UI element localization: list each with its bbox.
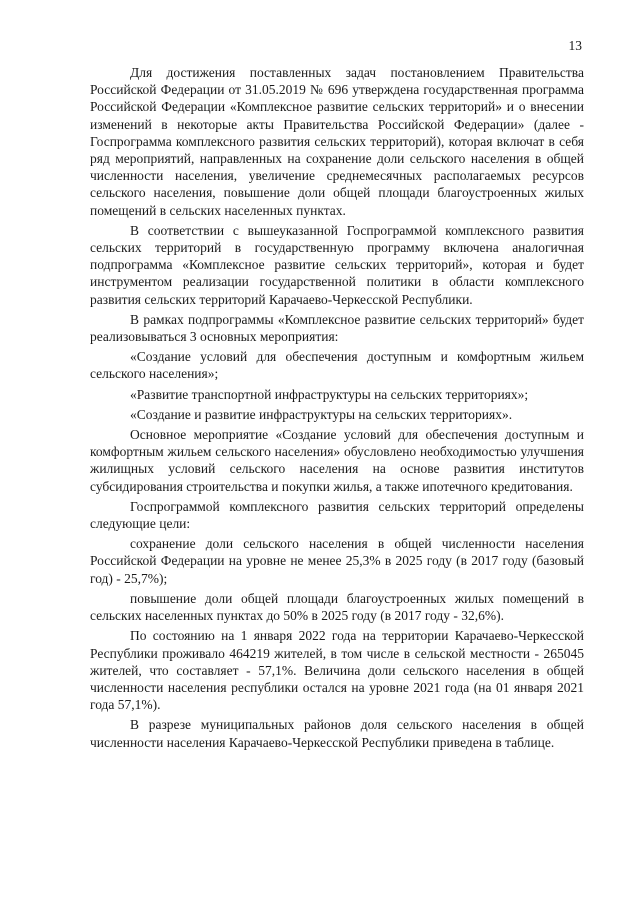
paragraph-goals-intro: Госпрограммой комплексного развития сельских территорий определены следующие цели: <box>90 498 584 532</box>
list-item-measure-infrastructure: «Создание и развитие инфраструктуры на сельских территориях». <box>130 406 513 422</box>
paragraph-subprogram: В соответствии с вышеуказанной Госпрограммой комплексного развития сельских территорий в государственную программу включена аналогичная подпрограмма «Комплексное развитие сельских территорий», которая и будет инструментом реализации государственной политики в области комплексного развития сельских территорий Карачаево-Черкесской Республики. <box>90 222 584 307</box>
paragraph-population-stats: По состоянию на 1 января 2022 года на территории Карачаево-Черкесской Республики проживало 464219 жителей, в том числе в сельской местности - 265045 жителей, что составляет - 57,1%. Величина доли сельского населения в общей численности населения республики остался на уровне 2021 года (на 01 января 2021 года 57,1%). <box>90 628 584 713</box>
list-item-goal-population: сохранение доли сельского населения в общей численности населения Российской Федерации на уровне не менее 25,3% в 2025 году (в 2017 году (базовый год) - 25,7%); <box>90 536 584 586</box>
paragraph-measures-intro: В рамках подпрограммы «Комплексное развитие сельских территорий» будет реализовываться 3 основных мероприятия: <box>90 311 584 345</box>
page-number: 13 <box>568 38 582 53</box>
list-item-measure-housing: «Создание условий для обеспечения доступным и комфортным жильем сельского населения»; <box>90 349 584 382</box>
paragraph-housing-measure: Основное мероприятие «Создание условий для обеспечения доступным и комфортным жильем сельского населения» обусловлено необходимостью улучшения жилищных условий сельского населения на основе развития институтов субсидирования строительства и покупки жилья, а также ипотечного кредитования. <box>90 427 584 494</box>
paragraph-program-goals: Для достижения поставленных задач постановлением Правительства Российской Федерации от 31.05.2019 № 696 утверждена государственная программа Российской Федерации «Комплексное развитие сельских территорий» и о внесении изменений в некоторые акты Правительства Российской Федерации» (далее - Госпрограмма комплексного развития сельских территорий), которая включат в себя ряд мероприятий, направленных на сохранение доли сельского населения в общей численности населения, увеличение среднемесячных располагаемых ресурсов сельского населения, повышение доли общей площади благоустроенных жилых помещений в сельских населенных пунктах. <box>90 65 584 218</box>
paragraph-table-reference: В разрезе муниципальных районов доля сельского населения в общей численности населения Карачаево-Черкесской Республики приведена в таблице. <box>90 717 584 750</box>
list-item-measure-transport: «Развитие транспортной инфраструктуры на сельских территориях»; <box>130 386 529 402</box>
document-body <box>90 64 584 754</box>
list-item-goal-housing-area: повышение доли общей площади благоустроенных жилых помещений в сельских населенных пунктах до 50% в 2025 году (в 2017 году - 32,6%). <box>90 590 584 624</box>
